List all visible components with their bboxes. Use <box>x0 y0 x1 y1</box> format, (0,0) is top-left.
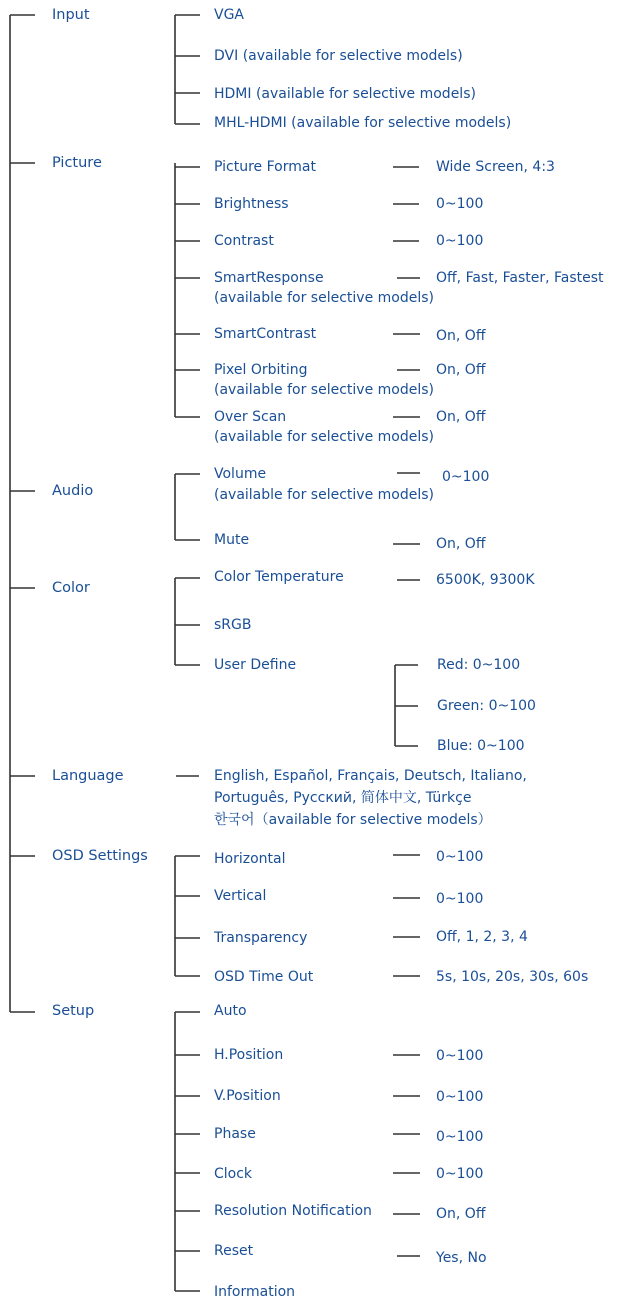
volume-value: 0~100 <box>442 469 490 485</box>
input-hdmi: HDMI (available for selective models) <box>214 86 476 102</box>
auto-label: Auto <box>214 1003 247 1019</box>
contrast-label: Contrast <box>214 233 274 249</box>
transparency-value: Off, 1, 2, 3, 4 <box>436 929 528 945</box>
contrast-value: 0~100 <box>436 233 484 249</box>
vertical-value: 0~100 <box>436 891 484 907</box>
over-scan-note: (available for selective models) <box>214 429 434 445</box>
mute-label: Mute <box>214 532 250 548</box>
input-mhl-hdmi: MHL-HDMI (available for selective models) <box>214 115 512 131</box>
picture-format-value: Wide Screen, 4:3 <box>436 159 555 175</box>
phase-value: 0~100 <box>436 1129 484 1145</box>
brightness-value: 0~100 <box>436 196 484 212</box>
phase-label: Phase <box>214 1126 256 1142</box>
over-scan-value: On, Off <box>436 409 486 425</box>
osd-time-out-value: 5s, 10s, 20s, 30s, 60s <box>436 969 589 985</box>
clock-value: 0~100 <box>436 1166 484 1182</box>
resolution-notification-value: On, Off <box>436 1206 486 1222</box>
smartresponse-label: SmartResponse <box>214 270 324 286</box>
osd-time-out-label: OSD Time Out <box>214 969 314 985</box>
volume-note: (available for selective models) <box>214 487 434 503</box>
smartcontrast-value: On, Off <box>436 328 486 344</box>
smartresponse-note: (available for selective models) <box>214 290 434 306</box>
pixel-orbiting-value: On, Off <box>436 362 486 378</box>
information-label: Information <box>214 1284 296 1300</box>
h-position-value: 0~100 <box>436 1048 484 1064</box>
pixel-orbiting-label: Pixel Orbiting <box>214 362 308 378</box>
color-temperature-value: 6500K, 9300K <box>436 572 535 588</box>
mute-value: On, Off <box>436 536 486 552</box>
horizontal-value: 0~100 <box>436 849 484 865</box>
v-position-value: 0~100 <box>436 1089 484 1105</box>
h-position-label: H.Position <box>214 1047 284 1063</box>
menu-color: Color <box>52 580 90 596</box>
reset-value: Yes, No <box>436 1250 487 1266</box>
srgb-label: sRGB <box>214 617 252 633</box>
pixel-orbiting-note: (available for selective models) <box>214 382 434 398</box>
smartcontrast-label: SmartContrast <box>214 326 317 342</box>
menu-osd-settings: OSD Settings <box>52 848 148 864</box>
menu-picture: Picture <box>52 155 102 171</box>
clock-label: Clock <box>214 1166 253 1182</box>
user-define-label: User Define <box>214 657 297 673</box>
horizontal-label: Horizontal <box>214 851 286 867</box>
color-temperature-label: Color Temperature <box>214 569 344 585</box>
volume-label: Volume <box>214 466 267 482</box>
menu-setup: Setup <box>52 1003 95 1019</box>
over-scan-label: Over Scan <box>214 409 287 425</box>
v-position-label: V.Position <box>214 1088 281 1104</box>
language-line-2: Português, Русский, 简体中文, Türkçe <box>214 790 472 806</box>
picture-format-label: Picture Format <box>214 159 316 175</box>
brightness-label: Brightness <box>214 196 289 212</box>
language-line-3: 한국어（available for selective models） <box>214 812 492 828</box>
user-define-green: Green: 0~100 <box>437 698 536 714</box>
reset-label: Reset <box>214 1243 254 1259</box>
smartresponse-value: Off, Fast, Faster, Fastest <box>436 270 604 286</box>
input-vga: VGA <box>214 7 245 23</box>
user-define-blue: Blue: 0~100 <box>437 738 525 754</box>
resolution-notification-label: Resolution Notification <box>214 1203 372 1219</box>
menu-language: Language <box>52 768 124 784</box>
input-dvi: DVI (available for selective models) <box>214 48 463 64</box>
menu-audio: Audio <box>52 483 94 499</box>
transparency-label: Transparency <box>214 930 308 946</box>
vertical-label: Vertical <box>214 888 267 904</box>
menu-input: Input <box>52 7 90 23</box>
user-define-red: Red: 0~100 <box>437 657 521 673</box>
language-line-1: English, Español, Français, Deutsch, Italiano, <box>214 768 527 784</box>
